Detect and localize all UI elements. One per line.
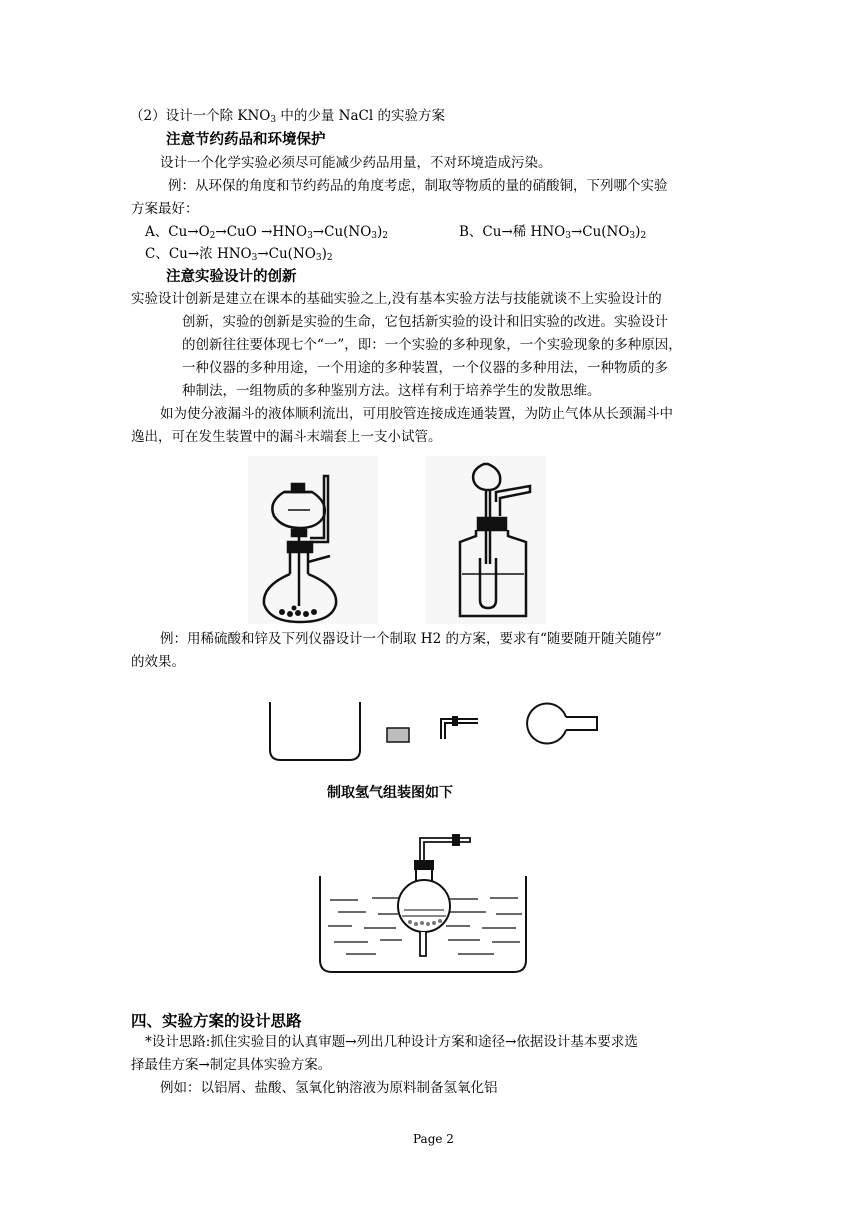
funnel-line2: 逸出，可在发生装置中的漏斗末端套上一支小试管。 (131, 429, 442, 445)
save-paragraph: 设计一个化学实验必须尽可能减少药品用量，不对环境造成污染。 (160, 155, 552, 171)
option-c-s1: 3 (251, 253, 258, 263)
item-2-text-b: 中的少量 NaCl 的实验方案 (276, 108, 445, 124)
option-a-p2: →CuO →HNO (215, 224, 308, 240)
option-b-s2: 3 (629, 231, 636, 241)
example1-line2: 方案最好： (131, 201, 199, 217)
example2-line2: 的效果。 (131, 654, 185, 670)
innovation-line2: 创新，实验的创新是实验的生命，它包括新实验的设计和旧实验的改进。实验设计 (182, 314, 668, 330)
assembly-caption: 制取氢气组装图如下 (327, 785, 453, 801)
innovation-line5: 种制法，一组物质的多种鉴别方法。这样有利于培养学生的发散思维。 (182, 383, 601, 399)
beaker-icon (267, 700, 363, 762)
section4-line3: 例如：以铝屑、盐酸、氢氧化钠溶液为原料制备氢氧化铝 (160, 1080, 498, 1096)
option-a-s3: 3 (371, 231, 378, 241)
section4-heading: 四、实验方案的设计思路 (131, 1012, 302, 1030)
example2-line1: 例：用稀硫酸和锌及下列仪器设计一个制取 H2 的方案，要求有“随要随开随关随停” (160, 631, 662, 647)
option-a (145, 221, 388, 243)
option-b (459, 221, 646, 243)
option-c-s3: 2 (326, 253, 333, 263)
innovation-line4: 一种仪器的多种用途，一个用途的多种装置，一个仪器的多种用法，一种物质的多 (182, 360, 668, 376)
option-b-p3: ) (635, 224, 641, 240)
option-b-p2: →Cu(NO (570, 224, 630, 240)
option-b-s1: 3 (565, 231, 571, 241)
heading-innovation: 注意实验设计的创新 (166, 269, 297, 285)
option-c-p2: →Cu(NO (257, 246, 316, 262)
option-a-s2: 3 (307, 231, 313, 241)
option-b-p1: B、Cu→稀 HNO (459, 224, 566, 240)
option-c-p3: ) (321, 246, 327, 262)
heading-save-and-environment: 注意节约药品和环境保护 (166, 132, 326, 148)
long-neck-funnel-apparatus-figure (426, 456, 546, 624)
example1-line1: 例：从环保的角度和节约药品的角度考虑，制取等物质的量的硝酸铜，下列哪个实验 (168, 178, 668, 194)
bent-tube-with-clamp-icon (438, 713, 482, 741)
zinc-piece-icon (386, 727, 410, 743)
option-a-s1: 2 (209, 231, 216, 241)
innovation-line1: 实验设计创新是建立在课本的基础实验之上,没有基本实验方法与技能就谈不上实验设计的 (131, 291, 662, 307)
item-2-sub: 3 (270, 115, 277, 125)
option-c-s2: 3 (315, 253, 322, 263)
option-c (145, 243, 333, 265)
separatory-funnel-apparatus-figure (248, 456, 378, 624)
innovation-line3: 的创新往往要体现七个“一”，即：一个实验的多种现象，一个实验现象的多种原因， (182, 337, 682, 353)
option-a-p4: ) (377, 224, 383, 240)
page-number: Page 2 (413, 1132, 454, 1146)
option-a-s4: 2 (382, 231, 389, 241)
section4-line1: *设计思路:抓住实验目的认真审题→列出几种设计方案和途径→依据设计基本要求选 (145, 1034, 638, 1050)
option-b-s3: 2 (640, 231, 647, 241)
section4-line2: 择最佳方案→制定具体实验方案。 (131, 1057, 332, 1073)
item-2 (130, 105, 445, 127)
option-a-p1: A、Cu→O (145, 224, 210, 240)
option-c-p1: C、Cu→浓 HNO (145, 246, 252, 262)
funnel-line1: 如为使分液漏斗的液体顺利流出，可用胶管连接成连通装置，为防止气体从长颈漏斗中 (160, 406, 673, 422)
item-2-text-a: （2）设计一个除 KNO (130, 108, 271, 124)
hydrogen-generator-assembly-figure (318, 828, 538, 978)
round-flask-dropper-icon (520, 700, 600, 746)
option-a-p3: →Cu(NO (312, 224, 372, 240)
